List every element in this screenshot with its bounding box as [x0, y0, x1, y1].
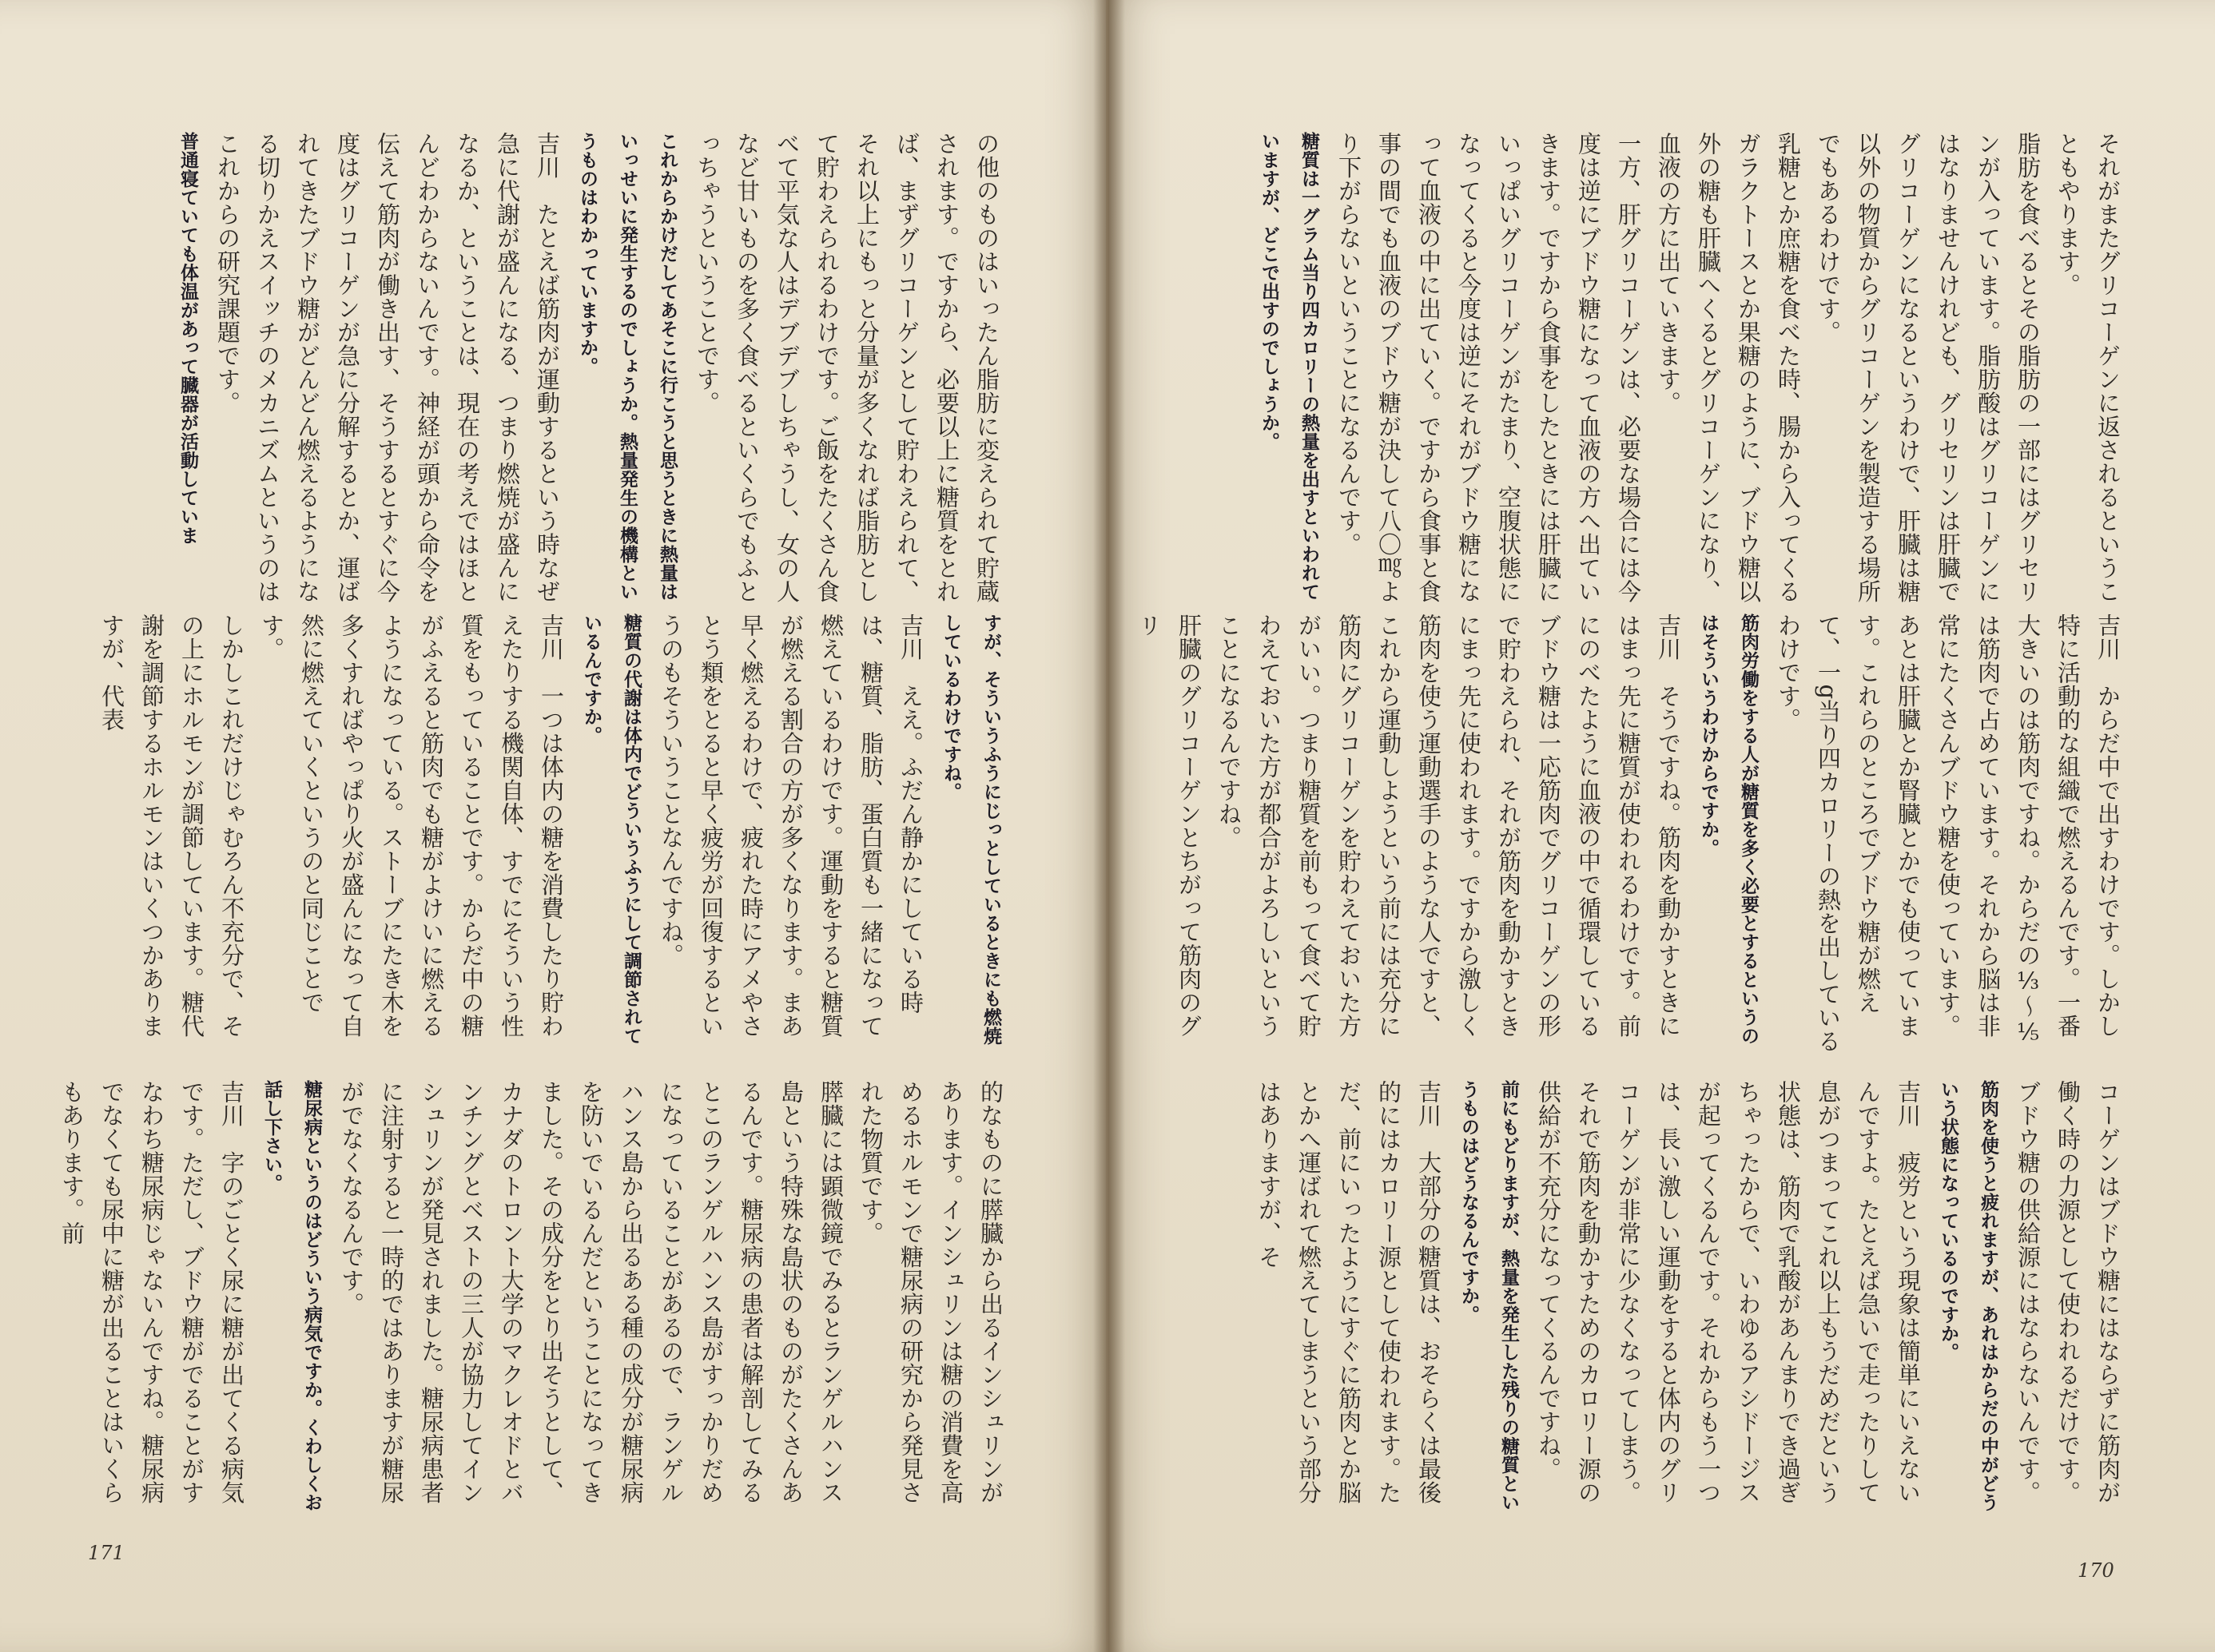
left-middle-band	[98, 614, 1011, 1061]
left-bottom-band	[58, 1080, 1011, 1527]
interviewer-question: 筋肉労働をする人が糖質を多く必要とするというのはそういうわけからですか。	[1698, 614, 1759, 1046]
interviewer-question: すが、そういうふうにじっとしているときにも燃焼しているわけですね。	[940, 614, 1001, 1046]
interviewer-question: 糖質は一グラム当り四カロリーの熱量を出すといわれていますが、どこで出すのでしょうか。	[1259, 132, 1319, 602]
paragraph: コーゲンはブドウ糖にはならずに筋肉が働く時の力源として使われるだけです。ブドウ糖の供給源にはならないんです。	[2014, 1080, 2122, 1504]
right-bottom-band	[1197, 1080, 2128, 1527]
answer-paragraph: 吉川 大部分の糖質は、おそらくは最後的にはカロリー源として使われます。ただ、前にいったようにすぐに筋肉とか脳とかへ運ばれて燃えてしまうという部分はありますが、そ	[1255, 1080, 1442, 1504]
right-page	[1109, 0, 2215, 1652]
answer-paragraph: 吉川 そうですね。筋肉を動かすときにはまっ先に糖質が使われるわけです。前にのべたように血液の中で循環しているブドウ糖は一応筋肉でグリコーゲンの形で貯わえられ、それが筋肉を動かすときにまっ先に使われます。ですから激しく筋肉を使う運動選手のような人ですと、これから運動しようという前には充分に筋肉にグリコーゲンを貯わえておいた方がいい。つまり糖質を前もって食べて貯わえておいた方が都合がよろしいということになるんですね。	[1215, 614, 1682, 1038]
interviewer-question: 前にもどりますが、熱量を発生した残りの糖質というものはどうなるんですか。	[1458, 1080, 1519, 1512]
left-page	[0, 0, 1106, 1652]
answer-paragraph: 吉川 疲労という現象は簡単にいえないんですよ。たとえば急いで走ったりして息がつまってこれ以上もうだめだという状態は、筋肉で乳酸があんまりでき過ぎちゃったからで、いわゆるアシドージスが起ってくるんです。それからもう一つは、長い激しい運動をすると体内のグリコーゲンが非常に少なくなってしまう。それで筋肉を動かすためのカロリー源の供給が不充分になってくるんですね。	[1535, 1080, 1922, 1504]
book-gutter	[1093, 0, 1125, 1652]
paragraph: 乳糖とか庶糖を食べた時、腸から入ってくるガラクトースとか果糖のように、ブドウ糖以外の糖も肝臓へくるとグリコーゲンになり、血液の方に出ていきます。	[1655, 132, 1802, 603]
interviewer-question: これからかけだしてあそこに行こうと思うときに熱量はいっせいに発生するのでしょうか。熱量発生の機構というものはわかっていますか。	[577, 132, 678, 602]
page-number-left: 171	[88, 1542, 125, 1564]
paragraph: 一方、肝グリコーゲンは、必要な場合には今度は逆にブドウ糖になって血液の方へ出ていきます。ですから食事をしたときには肝臓にいっぱいグリコーゲンがたまり、空腹状態になってくると今度は逆にそれがブドウ糖になって血液の中に出ていく。ですから食事と食事の間でも血液のブドウ糖が決して八〇㎎より下がらないということになるんです。	[1335, 132, 1642, 603]
answer-paragraph: 吉川 一つは体内の糖を消費したり貯わえたりする機関自体、すでにそういう性質をもっていることです。からだ中の糖がふえると筋肉でも糖がよけいに燃えるようになっている。ストーブにたき木を多くすればやっぱり火が盛んになって自然に燃えていくというのと同じことです。	[258, 614, 565, 1038]
right-middle-band	[1135, 614, 2128, 1061]
answer-paragraph: 吉川 からだ中で出すわけです。しかし特に活動的な組織で燃えるんです。一番大きいのは筋肉ですね。からだの⅓〜⅕は筋肉で占めています。それから脳は非常にたくさんブドウ糖を使っています。あとは肝臓とか腎臓とかでも使っています。これらのところでブドウ糖が燃えて、一g当り四カロリーの熱を出しているわけです。	[1775, 614, 2122, 1054]
paragraph: の他のものはいったん脂肪に変えられて貯蔵されます。ですから、必要以上に糖質をとれば、まずグリコーゲンとして貯わえられて、それ以上にもっと分量が多くなれば脂肪として貯わえられるわけです。ご飯をたくさん食べて平気な人はデブデブしちゃうし、女の人など甘いものを多く食べるといくらでもふとっちゃうということです。	[694, 132, 1000, 603]
answer-paragraph: 吉川 たとえば筋肉が運動するという時なぜ急に代謝が盛んになる、つまり燃焼が盛んになるか、ということは、現在の考えではほとんどわからないんです。神経が頭から命令を伝えて筋肉が働き出す、そうするとすぐに今度はグリコーゲンが急に分解するとか、運ばれてきたブドウ糖がどんどん燃えるようになる切りかえスイッチのメカニズムというのはこれからの研究課題です。	[214, 132, 561, 603]
right-top-band	[1249, 132, 2128, 603]
interviewer-question: 普通寝ていても体温があって臓器が活動していま	[177, 132, 198, 545]
paragraph: しかしこれだけじゃむろん不充分で、その上にホルモンが調節しています。糖代謝を調節するホルモンはいくつかありますが、代表	[98, 614, 245, 1038]
answer-paragraph: 吉川 ええ。ふだん静かにしている時は、糖質、脂肪、蛋白質も一緒になって燃えているわけです。運動をすると糖質が燃える割合の方が多くなります。まあ早く燃えるわけで、疲れた時にアメやさとう類をとると早く疲労が回復するというのもそういうことなんですね。	[658, 614, 925, 1038]
paragraph: 的なものに膵臓から出るインシュリンがあります。インシュリンは糖の消費を高めるホルモンで糖尿病の研究から発見された物質です。	[857, 1080, 1004, 1504]
paragraph: 膵臓には顕微鏡でみるとランゲルハンス島という特殊な島状のものがたくさんあるんです。糖尿病の患者は解剖してみるとこのランゲルハンス島がすっかりだめになっていることがあるので、ランゲルハンス島から出るある種の成分が糖尿病を防いでいるんだということになってきました。その成分をとり出そうとして、カナダのトロント大学のマクレオドとバンチングとベストの三人が協力してインシュリンが発見されました。糖尿病患者に注射すると一時的ではありますが糖尿がでなくなるんです。	[338, 1080, 845, 1504]
interviewer-question: 糖尿病というのはどういう病気ですか。くわしくお話し下さい。	[261, 1080, 322, 1512]
interviewer-question: 筋肉を使うと疲れますが、あれはからだの中がどういう状態になっているのですか。	[1938, 1080, 1998, 1512]
paragraph: 脂肪を食べるとその脂肪の一部にはグリセリンが入っています。脂肪酸はグリコーゲンにはなりませんけれども、グリセリンは肝臓でグリコーゲンになるというわけで、肝臓は糖以外の物質からグリコーゲンを製造する場所でもあるわけです。	[1815, 132, 2042, 603]
paragraph: 肝臓のグリコーゲンとちがって筋肉のグリ	[1135, 614, 1203, 1038]
answer-paragraph: 吉川 字のごとく尿に糖が出てくる病気です。ただし、ブドウ糖がでることがすなわち糖尿病じゃないんですね。糖尿病でなくても尿中に糖が出ることはいくらもあります。前	[58, 1080, 245, 1504]
interviewer-question: 糖質の代謝は体内でどういうふうにして調節されているんですか。	[581, 614, 642, 1046]
paragraph: それがまたグリコーゲンに返されるということもやります。	[2054, 132, 2122, 603]
page-number-right: 170	[2078, 1559, 2114, 1582]
left-top-band	[92, 132, 1007, 611]
